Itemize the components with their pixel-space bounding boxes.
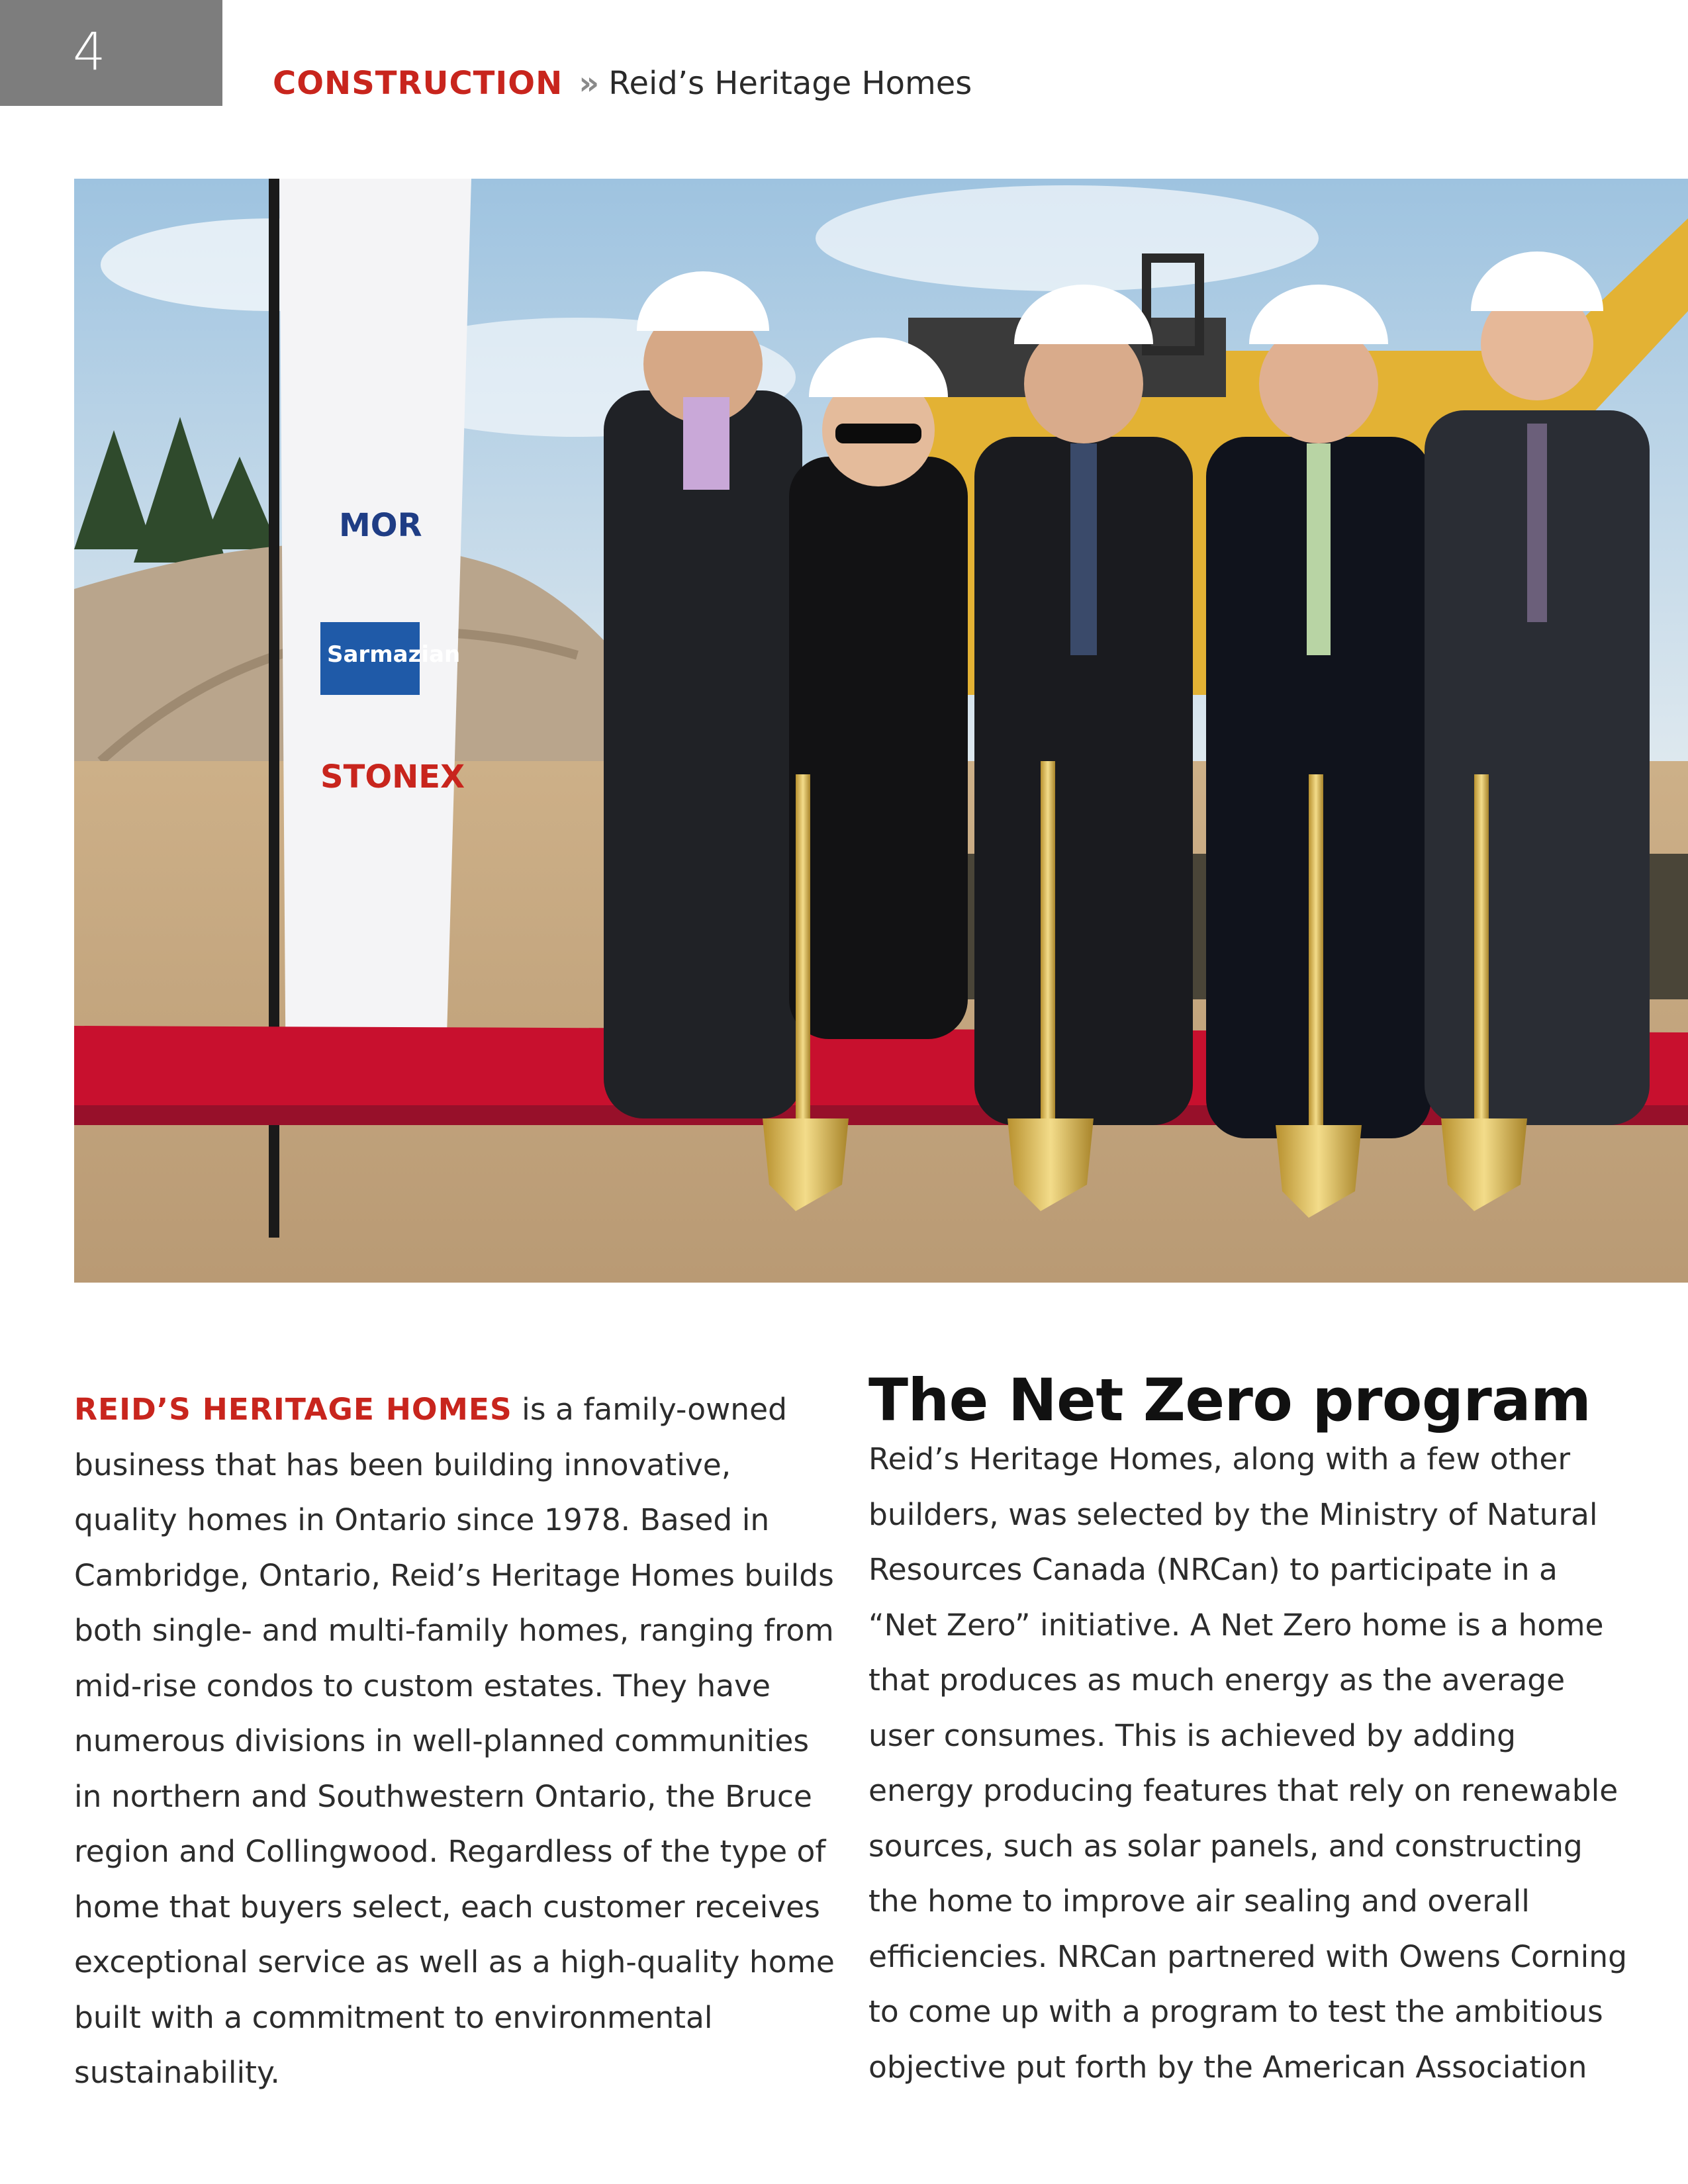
page-number: 4 xyxy=(73,23,106,82)
groundbreaking-photo xyxy=(74,179,1688,1283)
company-lead-in: REID’S HERITAGE HOMES xyxy=(74,1392,512,1427)
breadcrumb-section: CONSTRUCTION xyxy=(273,65,563,102)
banner-brand-stonex: STONEX xyxy=(320,758,465,796)
banner-brand-sarmazian: Sarmazian xyxy=(327,641,461,668)
page-number-box xyxy=(0,0,222,106)
section-heading: The Net Zero program xyxy=(868,1366,1591,1434)
intro-body: is a family-owned business that has been building innovative, quality homes in Ontario since 1978. Based in Cambridge, Ontario, Reid’s Heritage Homes builds both single- and multi-family homes, ranging from mid-rise condos to custom estates. They have numerous divisions in well-planned communities in northern and Southwestern Ontario, the Bruce region and Collingwood. Regardless of the type of home that buyers select, each customer receives exceptional service as well as a high-quality home built with a commitment to environmental sustainability. xyxy=(74,1392,835,2090)
breadcrumb-page-title: Reid’s Heritage Homes xyxy=(608,65,972,102)
net-zero-column xyxy=(868,1366,1630,2095)
groundbreaking-illustration xyxy=(74,179,1688,1283)
breadcrumb-separator: » xyxy=(579,65,600,102)
intro-paragraph xyxy=(74,1382,835,2101)
banner-brand-mor: MOR xyxy=(339,507,422,544)
intro-column xyxy=(74,1382,835,2101)
breadcrumb xyxy=(273,66,972,101)
net-zero-body: Reid’s Heritage Homes, along with a few other builders, was selected by the Ministry of Natural Resources Canada (NRCan) to participate in a “Net Zero” initiative. A Net Zero home is a home that produces as much energy as the average user consumes. This is achieved by adding energy producing features that rely on renewable sources, such as solar panels, and constructing the home to improve air sealing and overall efficiencies. NRCan partnered with Owens Corning to come up with a program to test the ambitious objective put forth by the American Association xyxy=(868,1441,1628,2085)
